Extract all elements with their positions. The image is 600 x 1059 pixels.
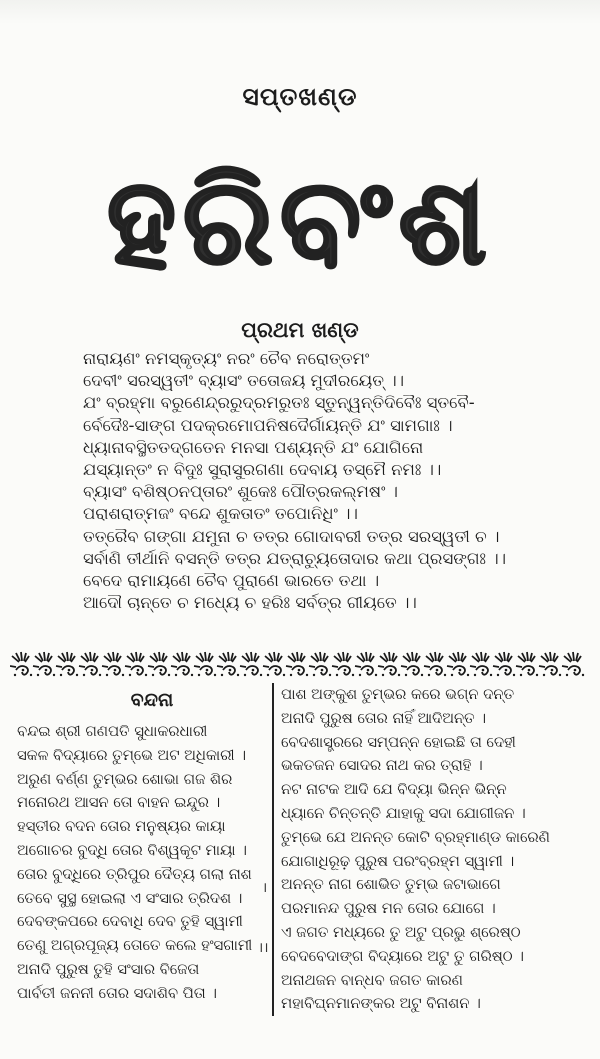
- right-column: [281, 683, 596, 1016]
- poem-line: ଅନାଦି ପୁରୁଷ ତୋର ନାହିଁ ଆଦିଅନ୍ତ ।: [281, 709, 486, 727]
- verse-line: ଯଂ ବ୍ରହ୍ମା ବରୁଣେନ୍ଦ୍ରରୁଦ୍ରମରୁତଃ ସ୍ତୁନ୍ୱନ୍ତିଦିବୈଃ ସ୍ତବୈ-: [83, 393, 475, 413]
- poem-line: ତେବେ ସୁସ୍ଥ ହୋଇଲା ଏ ସଂସାର ତ୍ରିଦଶ ।: [17, 889, 243, 907]
- poem-line: ଅନାଥଜନ ବାନ୍ଧବ ଜଗତ କାରଣ: [281, 971, 463, 989]
- section-label: ସପ୍ତଖଣ୍ଡ: [242, 82, 358, 111]
- margin-mark: ।।: [258, 940, 269, 956]
- poem-line: ଅଗୋଚର ବୁଦ୍ଧି ତୋର ବିଶ୍ୱକୂଟ ମାୟା ।: [17, 841, 247, 859]
- poem-line: ପାଶ ଅଙ୍କୁଶ ତୁମ୍ଭର କରେ ଭଗ୍ନ ଦନ୍ତ: [281, 686, 515, 703]
- poem-line: ତୋର ବୁଦ୍ଧିରେ ତ୍ରିପୁର ଦୈତ୍ୟ ଗଲା ନାଶ: [17, 865, 252, 883]
- poem-line: ଯୋଗାଧିରୂଢ଼ ପୁରୁଷ ପରଂବ୍ରହ୍ମ ସ୍ୱାମୀ ।: [281, 852, 515, 870]
- verse-line: ବେଦେ ରାମାୟଣେ ଚୈବ ପୁରାଣେ ଭାରତେ ତଥା ।: [83, 571, 380, 591]
- poem-line: ତେଣୁ ଅଗ୍ରପୂଜ୍ୟ ତୋତେ କଲେ ହଂସଗାମୀ: [17, 937, 253, 955]
- verse-line: ନାରାୟଣଂ ନମସ୍କୃତ୍ୟଂ ନରଂ ଚୈବ ନରୋତ୍ତମଂ: [83, 349, 370, 368]
- chapter-heading: ପ୍ରଥମ ଖଣ୍ଡ: [241, 318, 359, 342]
- poem-line: ସକଳ ବିଦ୍ୟାରେ ତୁମ୍ଭେ ଅଟ ଅଧିକାରୀ ।: [17, 746, 246, 764]
- scan-edge: [0, 0, 600, 24]
- poem-line: ବନ୍ଦଇ ଶ୍ରୀ ଗଣପତି ସୁଧାକରଧାରୀ: [17, 723, 208, 740]
- poem-line: ଏ ଜଗତ ମଧ୍ୟରେ ତୁ ଅଟୁ ପ୍ରଭୁ ଶ୍ରେଷ୍ଠ: [281, 923, 521, 941]
- poem-line: ଦେବଙ୍କପରେ ଦେବାଧି ଦେବ ତୁହି ସ୍ୱାମୀ: [17, 913, 243, 931]
- verse-line: ତତ୍ରୈବ ଗଙ୍ଗା ଯମୁନା ଚ ତତ୍ର ଗୋଦାବରୀ ତତ୍ର ସରସ୍ୱତୀ ଚ ।: [83, 526, 500, 546]
- verse-line: ସର୍ବାଣି ତୀର୍ଥାନି ବସନ୍ତି ତତ୍ର ଯତ୍ରାଚ୍ୟୁତୋଦାର କଥା ପ୍ରସଙ୍ଗଃ ।।: [83, 548, 507, 568]
- margin-mark: ।: [262, 880, 268, 896]
- verse-line: ପରାଶରାତ୍ମଜଂ ବନ୍ଦେ ଶୁକତାତଂ ତପୋନିଧିଂ ।।: [83, 504, 358, 524]
- poem-line: ଅନାଦି ପୁରୁଷ ତୁହି ସଂସାର ବିଜେତା: [17, 960, 200, 978]
- column-divider: [272, 683, 274, 1016]
- poem-line: ମନୋରଥ ଆସନ ତୋ ବାହନ ଇନ୍ଦୁର ।: [17, 794, 221, 812]
- floral-border-ornament-icon: [10, 650, 590, 680]
- column-heading: ବନ୍ଦନା: [130, 689, 174, 711]
- verse-line: ଦେବୀଂ ସରସ୍ୱତୀଂ ବ୍ୟାସଂ ତତୋଜୟ ମୁଦୀରୟେତ୍ ।।: [83, 371, 405, 391]
- verse-line: ଆଦୌ ଚାନ୍ତେ ଚ ମଧ୍ୟେ ଚ ହରିଃ ସର୍ବତ୍ର ଗୀୟତେ ।।: [83, 593, 417, 613]
- poem-line: ହସ୍ତୀର ବଦନ ତୋର ମନୁଷ୍ୟର କାୟା: [17, 818, 226, 836]
- poem-line: ପାର୍ବତୀ ଜନନୀ ତୋର ସଦାଶିବ ପିତା ।: [17, 984, 217, 1002]
- poem-line: ବେଦଶାସ୍ତ୍ରରେ ସମ୍ପନ୍ନ ହୋଇଛି ତା ଦେହୀ: [281, 733, 516, 751]
- poem-line: ଅରୁଣ ବର୍ଣ୍ଣ ତୁମ୍ଭର ଶୋଭା ଗଜ ଶିର: [17, 770, 233, 788]
- poem-line: ତୁମ୍ଭେ ଯେ ଅନନ୍ତ କୋଟି ବ୍ରହ୍ମାଣ୍ଡ କାରେଣି: [281, 828, 550, 846]
- poem-line: ବେଦବେଦାଙ୍ଗ ବିଦ୍ୟାରେ ଅଟୁ ତୁ ଗରିଷ୍ଠ ।: [281, 947, 524, 965]
- book-title: ହରିବଂଶ: [106, 153, 494, 292]
- poem-line: ଅନନ୍ତ ନାଗ ଶୋଭିତ ତୁମ୍ଭ ଜଟାଭାଗେ: [281, 876, 501, 894]
- verse-line: ଧ୍ୟାନାବସ୍ଥିତତଦ୍‌ଗତେନ ମନସା ପଶ୍ୟନ୍ତି ଯଂ ଯୋଗିନୋ: [83, 437, 424, 457]
- verse-line: ର୍ବେଦୈଃ-ସାଙ୍ଗ ପଦକ୍ରମୋପନିଷଦୈର୍ଗାୟନ୍ତି ଯଂ ସାମଗାଃ ।: [83, 415, 453, 435]
- poem-line: ଭକତଜନ ସୋଦର ନାଥ କର ତ୍ରାହି ।: [281, 757, 483, 775]
- invocation-verses: [83, 348, 583, 614]
- poem-line: ଧ୍ୟାନେ ଚିନ୍ତନ୍ତି ଯାହାକୁ ସଦା ଯୋଗୀଜନ ।: [281, 804, 526, 822]
- verse-line: ବ୍ୟାସଂ ବଶିଷ୍ଠନପ୍ତାରଂ ଶୁକେଃ ପୌତ୍ରକଲ୍ମଷଂ ।: [83, 482, 398, 502]
- poem-line: ମହାବିଘ୍ନମାନଙ୍କର ଅଟୁ ବିନାଶନ ।: [281, 995, 481, 1013]
- poem-line: ପରମାନନ୍ଦ ପୁରୁଷ ମନ ତୋର ଯୋଗେ ।: [281, 900, 496, 918]
- verse-line: ଯସ୍ୟାନ୍ତଂ ନ ବିଦୁଃ ସୁରାସୁରଗଣା ଦେବାୟ ତସ୍ମୈ ନମଃ ।।: [83, 460, 442, 480]
- left-column: [17, 688, 267, 1006]
- poem-line: ନଟ ନାଟକ ଆଦି ଯେ ବିଦ୍ୟା ଭିନ୍ନ ଭିନ୍ନ: [281, 781, 507, 799]
